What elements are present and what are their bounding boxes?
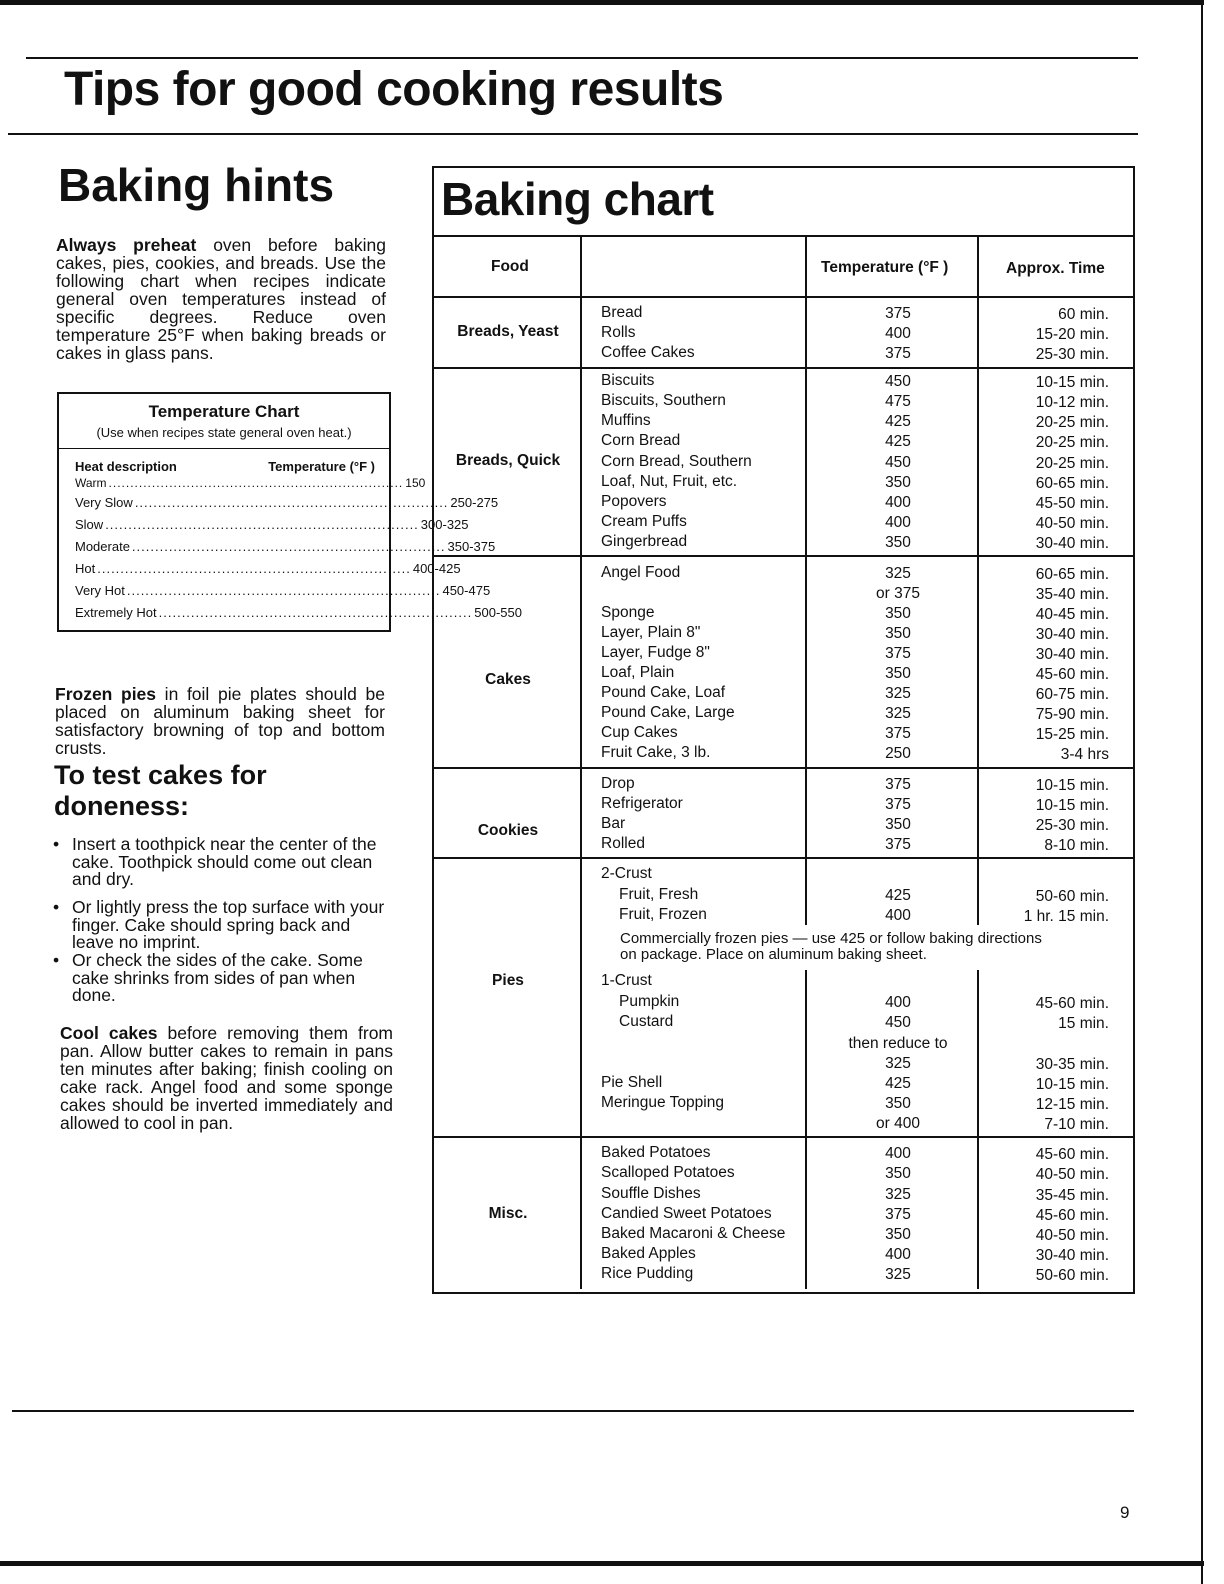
- food-cell: Baked Potatoes: [601, 1144, 711, 1161]
- time-cell: 15 min.: [1058, 1015, 1109, 1032]
- time-cell: 45-60 min.: [1035, 666, 1109, 683]
- time-cell: 30-40 min.: [1035, 626, 1109, 643]
- temperature-cell: 450: [885, 1014, 911, 1031]
- food-cell: Fruit, Frozen: [619, 906, 707, 923]
- food-cell: Sponge: [601, 604, 655, 621]
- temperature-cell: 350: [885, 1095, 911, 1112]
- test-cakes-title: To test cakes for doneness:: [54, 760, 267, 821]
- temperature-chart-subtitle: (Use when recipes state general oven heat.): [96, 425, 352, 440]
- pies-note: Commercially frozen pies — use 425 or follow baking directions on package. Place on aluminum baking sheet.: [620, 930, 1042, 963]
- time-cell: 7-10 min.: [1044, 1116, 1109, 1133]
- food-cell: Pumpkin: [619, 993, 680, 1010]
- time-cell: 75-90 min.: [1035, 706, 1109, 723]
- temperature-header: Temperature (°F ): [268, 459, 375, 474]
- food-cell: Cup Cakes: [601, 724, 678, 741]
- food-cell: Scalloped Potatoes: [601, 1164, 735, 1181]
- time-cell: 60 min.: [1058, 306, 1109, 323]
- temperature-cell: 250: [885, 745, 911, 762]
- food-cell: Candied Sweet Potatoes: [601, 1205, 772, 1222]
- temp-row-value: 400-425: [412, 560, 461, 576]
- page-title: Tips for good cooking results: [64, 63, 724, 116]
- section-divider: [432, 555, 1133, 557]
- time-cell: 40-50 min.: [1035, 1227, 1109, 1244]
- time-cell: 25-30 min.: [1035, 346, 1109, 363]
- temp-row-label: Extremely Hot: [75, 604, 157, 620]
- temp-row: [59, 557, 461, 579]
- food-cell: Coffee Cakes: [601, 344, 695, 361]
- time-cell: 10-15 min.: [1035, 797, 1109, 814]
- time-column-header: Approx. Time: [1006, 260, 1105, 277]
- temperature-cell: 375: [885, 1206, 911, 1223]
- food-cell: Rolled: [601, 835, 645, 852]
- food-cell: Bar: [601, 815, 626, 832]
- temp-row-value: 300-325: [420, 516, 469, 532]
- food-column-header: Food: [491, 258, 529, 275]
- category-breads-quick: Breads, Quick: [455, 452, 561, 469]
- temperature-cell: 400: [885, 994, 911, 1011]
- temperature-cell: 325: [885, 1266, 911, 1283]
- col-divider-temp: [805, 297, 807, 925]
- time-cell: 35-40 min.: [1035, 586, 1109, 603]
- col-divider-temp: [805, 970, 807, 1289]
- footer-rule: [12, 1410, 1134, 1412]
- temperature-cell: 325: [885, 1055, 911, 1072]
- temperature-cell: 325: [885, 705, 911, 722]
- temperature-cell: 425: [885, 413, 911, 430]
- food-cell: Loaf, Nut, Fruit, etc.: [601, 473, 738, 490]
- temperature-cell: or 400: [876, 1115, 920, 1132]
- time-cell: 20-25 min.: [1035, 455, 1109, 472]
- food-cell: Cream Puffs: [601, 513, 687, 530]
- time-cell: 50-60 min.: [1035, 888, 1109, 905]
- leader-dots: ....................................................................: [126, 582, 441, 598]
- temperature-cell: 325: [885, 1186, 911, 1203]
- time-cell: 60-65 min.: [1035, 566, 1109, 583]
- temp-row: [59, 579, 491, 601]
- food-cell: Fruit, Fresh: [619, 886, 699, 903]
- temp-row: [59, 491, 499, 513]
- preheat-lead: Always preheat: [56, 235, 197, 255]
- food-cell: Loaf, Plain: [601, 664, 675, 681]
- cool-cakes-lead: Cool cakes: [60, 1023, 158, 1043]
- temperature-cell: 350: [885, 474, 911, 491]
- temp-row-value: 250-275: [450, 494, 499, 510]
- frozen-pies-text: in foil pie plates should be placed on aluminum baking sheet for satisfactory browning of top and bottom crusts.: [55, 684, 385, 758]
- temp-row-label: Very Slow: [75, 494, 133, 510]
- temperature-cell: 375: [885, 305, 911, 322]
- temperature-chart-header: [59, 449, 389, 474]
- temperature-cell: 400: [885, 907, 911, 924]
- leader-dots: ....................................................................: [105, 516, 419, 532]
- time-cell: 40-50 min.: [1035, 1166, 1109, 1183]
- food-cell: Custard: [619, 1013, 674, 1030]
- bottom-border: [0, 1561, 1204, 1566]
- temperature-cell: 350: [885, 665, 911, 682]
- time-cell: 60-75 min.: [1035, 686, 1109, 703]
- chart-header-divider: [432, 296, 1133, 298]
- time-cell: 40-50 min.: [1035, 515, 1109, 532]
- temp-row: [59, 535, 496, 557]
- food-cell: Pound Cake, Large: [601, 704, 735, 721]
- food-cell: Refrigerator: [601, 795, 683, 812]
- temp-row-label: Moderate: [75, 538, 130, 554]
- temperature-cell: 375: [885, 796, 911, 813]
- page-number: 9: [1120, 1503, 1130, 1522]
- food-cell: Corn Bread, Southern: [601, 453, 752, 470]
- preheat-text: oven before baking cakes, pies, cookies, and breads. Use the following chart when recipes indicate general oven temperatures instead of specific degrees. Reduce oven temperature 25°F when baking breads or cakes in glass pans.: [56, 235, 386, 363]
- temperature-chart-rows: [59, 474, 522, 623]
- temperature-cell: 375: [885, 725, 911, 742]
- food-cell: Popovers: [601, 493, 667, 510]
- leader-dots: ....................................................................: [158, 604, 473, 620]
- heat-description-header: Heat description: [75, 459, 177, 474]
- frozen-pies-paragraph: [55, 685, 385, 757]
- temp-row-label: Hot: [75, 560, 96, 576]
- title-rule-top: [26, 57, 1138, 59]
- temp-row-label: Very Hot: [75, 582, 125, 598]
- temp-row-value: 150: [405, 475, 426, 490]
- section-divider: [432, 767, 1133, 769]
- time-cell: 50-60 min.: [1035, 1267, 1109, 1284]
- time-cell: 60-65 min.: [1035, 475, 1109, 492]
- temperature-cell: 425: [885, 433, 911, 450]
- section-divider: [432, 367, 1133, 369]
- col-divider-temp-header: [805, 236, 807, 297]
- time-cell: 45-60 min.: [1035, 1146, 1109, 1163]
- food-cell: Layer, Fudge 8": [601, 644, 710, 661]
- time-cell: 40-45 min.: [1035, 606, 1109, 623]
- temperature-cell: 400: [885, 325, 911, 342]
- food-cell: Baked Apples: [601, 1245, 696, 1262]
- temperature-cell: 475: [885, 393, 911, 410]
- col-divider-time-header: [977, 236, 979, 297]
- leader-dots: ....................................................................: [108, 475, 404, 490]
- chart-title-divider: [432, 235, 1133, 237]
- temperature-cell: 450: [885, 373, 911, 390]
- time-cell: 35-45 min.: [1035, 1187, 1109, 1204]
- temperature-cell: 350: [885, 625, 911, 642]
- temperature-cell: 400: [885, 494, 911, 511]
- food-cell: Bread: [601, 304, 643, 321]
- food-cell: Rolls: [601, 324, 636, 341]
- temperature-cell: 350: [885, 1226, 911, 1243]
- food-cell: Corn Bread: [601, 432, 681, 449]
- cool-cakes-paragraph: [60, 1024, 393, 1132]
- leader-dots: ....................................................................: [134, 494, 449, 510]
- time-cell: 10-12 min.: [1035, 394, 1109, 411]
- food-cell: Fruit Cake, 3 lb.: [601, 744, 711, 761]
- food-cell: Muffins: [601, 412, 651, 429]
- section-divider: [432, 857, 1133, 859]
- temp-row: [59, 474, 426, 491]
- temperature-cell: 375: [885, 836, 911, 853]
- temperature-cell: 350: [885, 1165, 911, 1182]
- temperature-chart-title: Temperature Chart: [148, 402, 300, 421]
- food-cell: Meringue Topping: [601, 1094, 724, 1111]
- temperature-cell: 325: [885, 685, 911, 702]
- category-cakes: Cakes: [485, 671, 531, 688]
- time-cell: 1 hr. 15 min.: [1023, 908, 1109, 925]
- time-cell: 30-40 min.: [1035, 535, 1109, 552]
- time-cell: 45-60 min.: [1035, 995, 1109, 1012]
- temperature-cell: 350: [885, 534, 911, 551]
- time-cell: 30-40 min.: [1035, 646, 1109, 663]
- food-cell: Angel Food: [601, 564, 681, 581]
- time-cell: 20-25 min.: [1035, 414, 1109, 431]
- temperature-cell: 350: [885, 816, 911, 833]
- food-cell: Layer, Plain 8": [601, 624, 701, 641]
- bullet-press: • Or lightly press the top surface with your finger. Cake should spring back and leave no imprint.: [72, 899, 390, 952]
- right-border: [1201, 0, 1203, 1584]
- bullet-toothpick: • Insert a toothpick near the center of the cake. Toothpick should come out clean and dry.: [72, 836, 390, 889]
- leader-dots: ....................................................................: [131, 538, 446, 554]
- title-rule-bottom: [8, 133, 1138, 135]
- temperature-cell: 375: [885, 776, 911, 793]
- baking-hints-title: Baking hints: [58, 159, 335, 211]
- time-cell: 8-10 min.: [1044, 837, 1109, 854]
- time-cell: 20-25 min.: [1035, 434, 1109, 451]
- temperature-column-header: Temperature (°F ): [821, 259, 949, 276]
- bullet-sides: • Or check the sides of the cake. Some cake shrinks from sides of pan when done.: [72, 952, 390, 1005]
- section-divider: [432, 1136, 1133, 1138]
- frozen-pies-lead: Frozen pies: [55, 684, 157, 704]
- food-cell: Baked Macaroni & Cheese: [601, 1225, 786, 1242]
- leader-dots: ....................................................................: [97, 560, 411, 576]
- temperature-cell: 425: [885, 1075, 911, 1092]
- time-cell: 15-20 min.: [1035, 326, 1109, 343]
- time-cell: 10-15 min.: [1035, 1076, 1109, 1093]
- time-cell: 10-15 min.: [1035, 374, 1109, 391]
- temperature-cell: 400: [885, 514, 911, 531]
- category-breads-yeast: Breads, Yeast: [457, 323, 559, 340]
- temp-row-value: 350-375: [447, 538, 496, 554]
- temperature-cell: 400: [885, 1246, 911, 1263]
- temperature-cell: 425: [885, 887, 911, 904]
- food-cell: 1-Crust: [601, 972, 652, 989]
- category-misc: Misc.: [488, 1205, 528, 1222]
- col-divider-food: [580, 236, 582, 1289]
- time-cell: 3-4 hrs: [1060, 746, 1109, 763]
- time-cell: 45-60 min.: [1035, 1207, 1109, 1224]
- time-cell: 25-30 min.: [1035, 817, 1109, 834]
- category-cookies: Cookies: [477, 822, 539, 839]
- temperature-cell: or 375: [876, 585, 920, 602]
- food-cell: Rice Pudding: [601, 1265, 694, 1282]
- food-cell: Pie Shell: [601, 1074, 663, 1091]
- category-pies: Pies: [492, 972, 524, 989]
- time-cell: 45-50 min.: [1035, 495, 1109, 512]
- food-cell: Souffle Dishes: [601, 1185, 701, 1202]
- temperature-cell: 325: [885, 565, 911, 582]
- temp-row-value: 450-475: [442, 582, 491, 598]
- preheat-paragraph: [56, 236, 386, 362]
- food-cell: Biscuits: [601, 372, 655, 389]
- food-cell: Gingerbread: [601, 533, 688, 550]
- cool-cakes-text: before removing them from pan. Allow butter cakes to remain in pans ten minutes after baking; finish cooling on cake rack. Angel food and some sponge cakes should be inverted immediately and allowed to cool in pan.: [60, 1023, 394, 1133]
- temperature-cell: 450: [885, 454, 911, 471]
- food-cell: 2-Crust: [601, 865, 652, 882]
- temperature-cell: then reduce to: [848, 1035, 948, 1052]
- temp-row: [59, 601, 522, 623]
- food-cell: Biscuits, Southern: [601, 392, 726, 409]
- temperature-cell: 375: [885, 645, 911, 662]
- time-cell: 15-25 min.: [1035, 726, 1109, 743]
- temp-row-label: Slow: [75, 516, 104, 532]
- time-cell: 12-15 min.: [1035, 1096, 1109, 1113]
- temperature-cell: 400: [885, 1145, 911, 1162]
- time-cell: 30-35 min.: [1035, 1056, 1109, 1073]
- baking-chart-title: Baking chart: [441, 173, 714, 225]
- food-cell: Pound Cake, Loaf: [601, 684, 726, 701]
- temp-row-label: Warm: [75, 475, 107, 490]
- temperature-cell: 375: [885, 345, 911, 362]
- temperature-cell: 350: [885, 605, 911, 622]
- food-cell: Drop: [601, 775, 635, 792]
- time-cell: 30-40 min.: [1035, 1247, 1109, 1264]
- time-cell: 10-15 min.: [1035, 777, 1109, 794]
- top-border: [0, 0, 1204, 5]
- temp-row: [59, 513, 469, 535]
- temp-row-value: 500-550: [474, 604, 522, 620]
